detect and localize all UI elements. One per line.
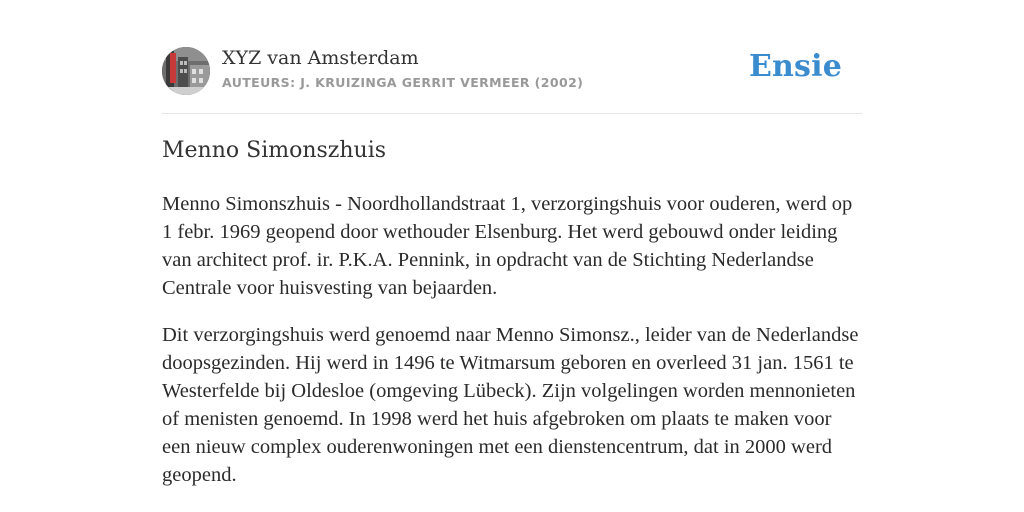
entry-title: Menno Simonszhuis — [162, 138, 387, 163]
entry-content — [162, 190, 862, 508]
header-divider — [162, 113, 862, 114]
ensie-logo[interactable]: Ensie — [748, 49, 842, 84]
book-title[interactable]: XYZ van Amsterdam — [222, 47, 419, 69]
book-authors: AUTEURS: J. KRUIZINGA GERRIT VERMEER (2002) — [222, 75, 584, 90]
book-cover-photo-icon — [162, 47, 210, 95]
book-header — [162, 45, 862, 97]
entry-paragraph: Menno Simonszhuis - Noordhollandstraat 1, verzorgingshuis voor ouderen, werd op 1 febr. 1969 geopend door wethouder Elsenburg. Het werd gebouwd onder leiding van architect prof. ir. P.K.A. Pennink, in opdracht van de Stichting Nederlandse Centrale voor huisvesting van bejaarden. — [162, 193, 853, 299]
entry-paragraph: Dit verzorgingshuis werd genoemd naar Menno Simonsz., leider van de Nederlandse doopsgezinden. Hij werd in 1496 te Witmarsum geboren en overleed 31 jan. 1561 te Westerfelde bij Oldesloe (omgeving Lübeck). Zijn volgelingen worden mennonieten of menisten genoemd. In 1998 werd het huis afgebroken om plaats te maken voor een nieuw complex ouderenwoningen met een dienstencentrum, dat in 2000 werd geopend. — [162, 324, 859, 486]
book-cover-avatar[interactable] — [162, 47, 210, 95]
